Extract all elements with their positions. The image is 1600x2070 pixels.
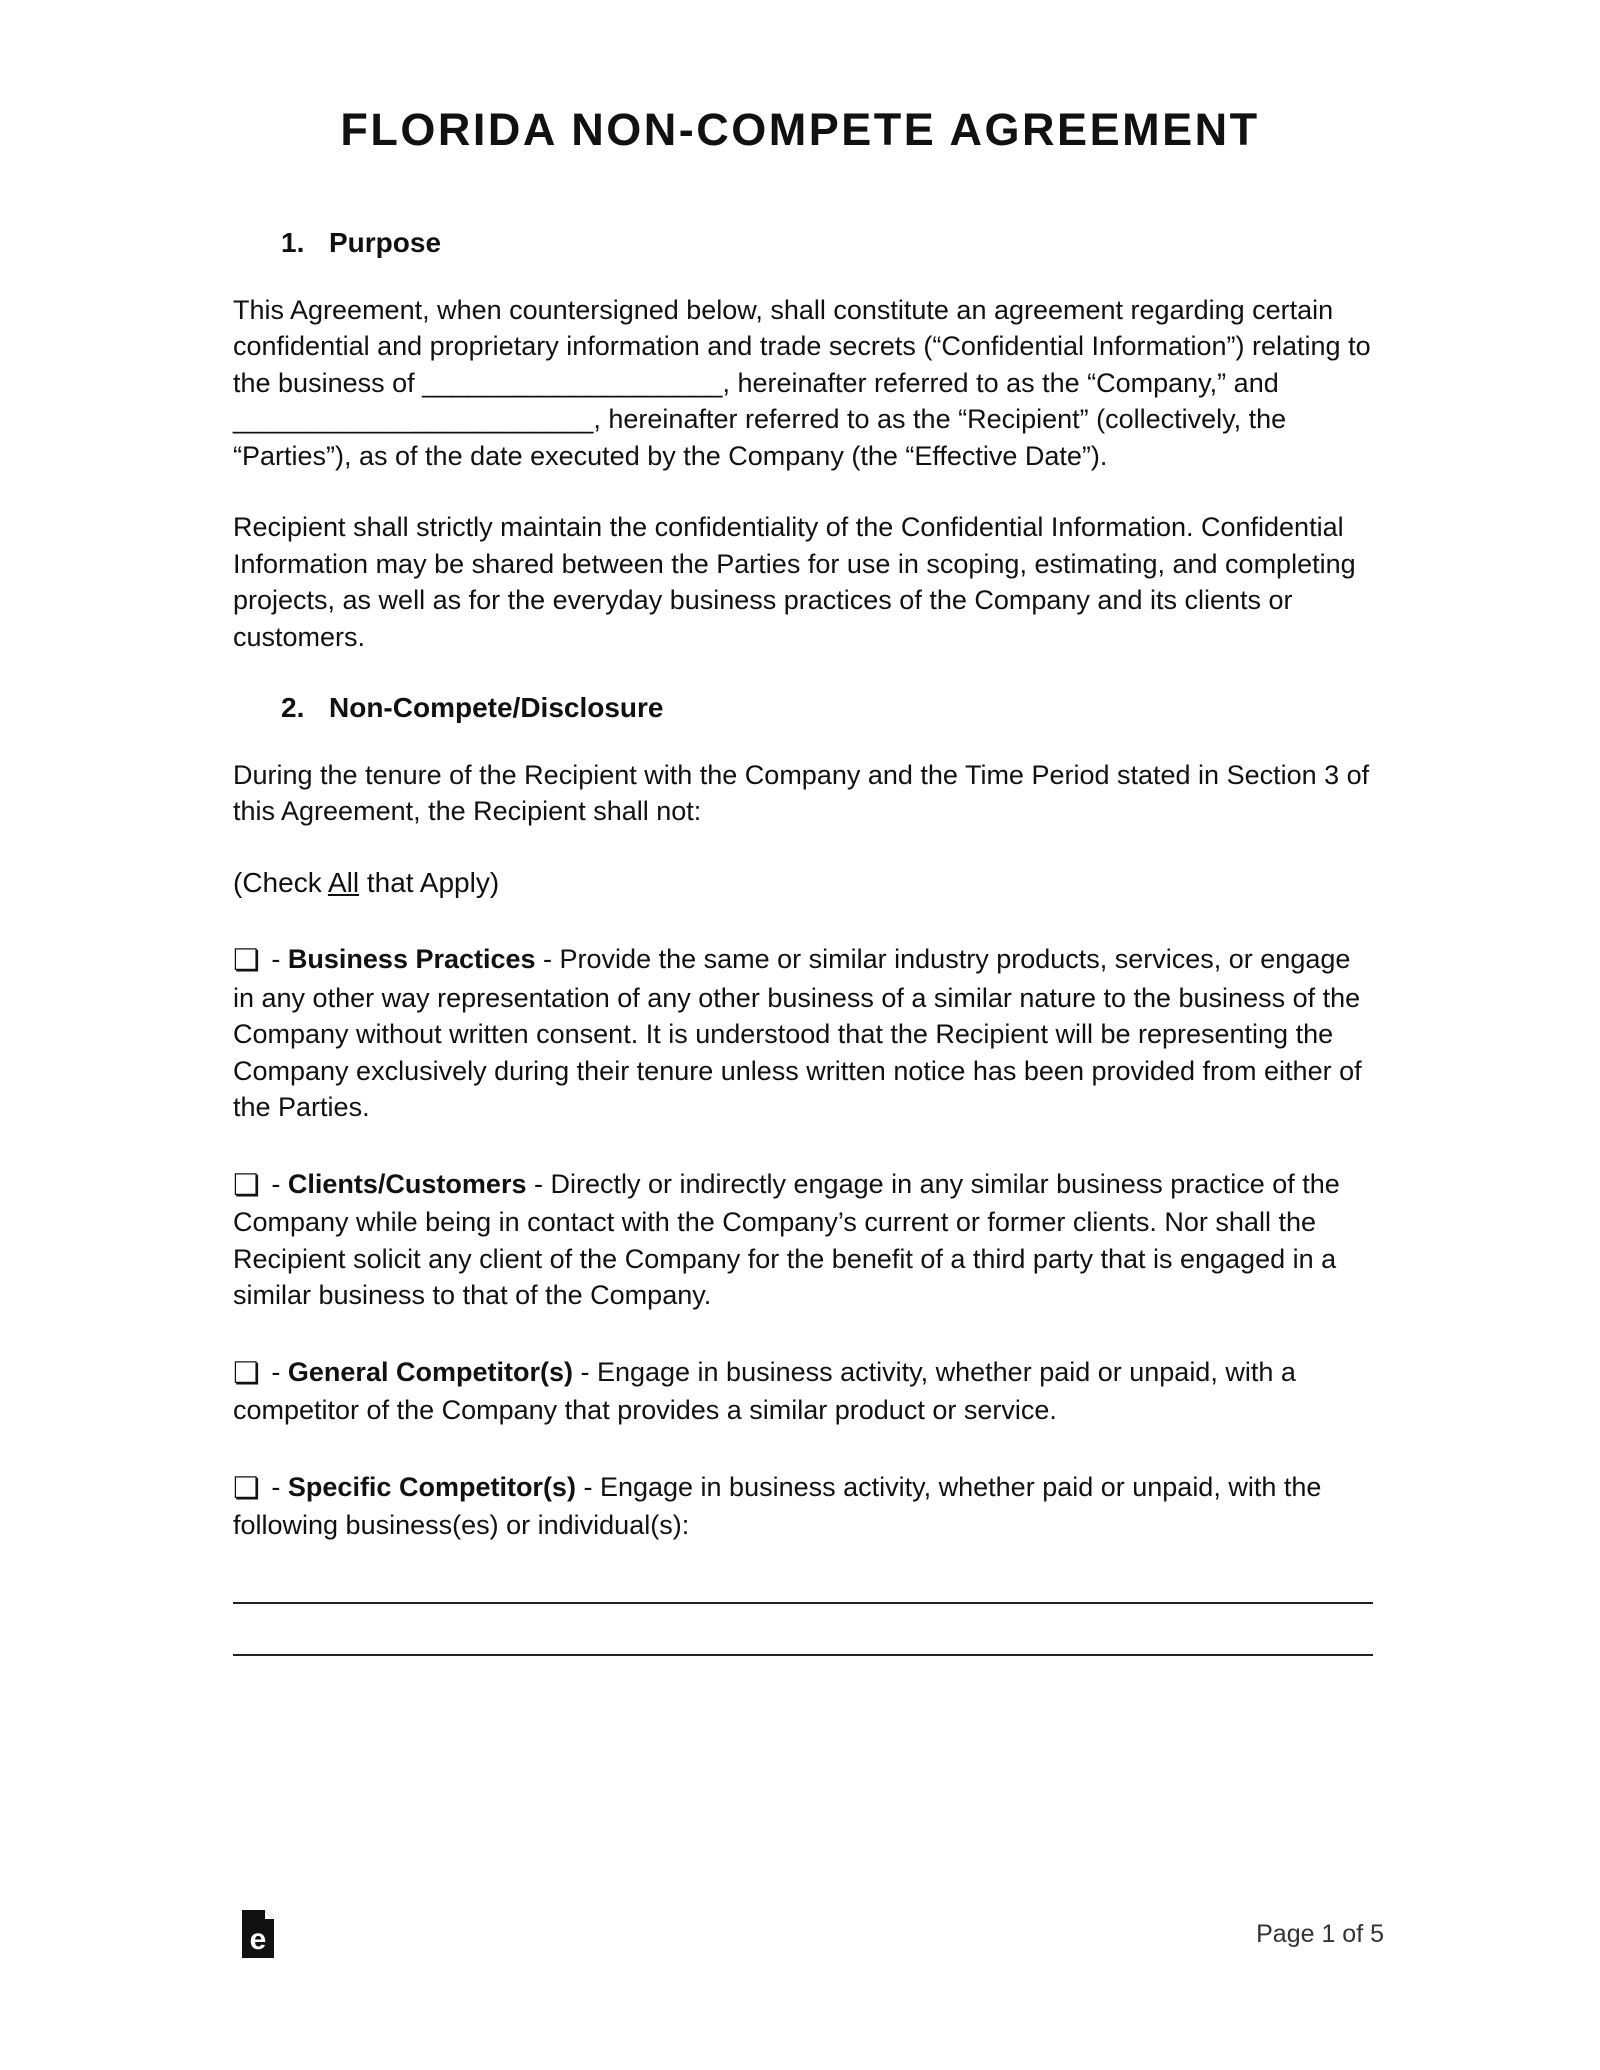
section-heading-non-compete xyxy=(281,690,1373,727)
option-specific-competitors: ❏ - Specific Competitor(s) - Engage in business activity, whether paid or unpaid, with the following business(es) or individual(s): xyxy=(233,1471,1322,1540)
check-suffix: that Apply) xyxy=(359,866,500,898)
purpose-paragraph-2: Recipient shall strictly maintain the confidentiality of the Confidential Information. Confidential Information may be shared between the Parties for use in scoping, estimating, and completing projects, as well as for the everyday business practices of the Company and its clients or customers. xyxy=(233,512,1356,652)
section-title: Non-Compete/Disclosure xyxy=(329,692,664,723)
option-clients-customers: ❏ - Clients/Customers - Directly or indirectly engage in any similar business practice of the Company while being in contact with the Company’s current or former clients. Nor shall the Recipient solicit any client of the Company for the benefit of a third party that is engaged in a similar business to that of the Company. xyxy=(233,1168,1340,1310)
document-title: FLORIDA NON-COMPETE AGREEMENT xyxy=(340,104,1260,155)
competitor-blank-line-2[interactable] xyxy=(233,1632,1373,1656)
option-label: Clients/Customers xyxy=(287,1168,527,1199)
option-text: - Provide the same or similar industry products, services, or engage in any other way representation of any other business of a similar nature to the business of the Company without written consent. It is understood that the Recipient will be representing the Company exclusively during their tenure unless written notice has been provided from either of the Parties. xyxy=(233,944,1362,1122)
section-number: 2. xyxy=(281,692,305,723)
check-prefix: (Check xyxy=(233,866,328,898)
option-label: Specific Competitor(s) xyxy=(287,1471,576,1502)
option-general-competitors: ❏ - General Competitor(s) - Engage in business activity, whether paid or unpaid, with a competitor of the Company that provides a similar product or service. xyxy=(233,1356,1296,1425)
option-label: General Competitor(s) xyxy=(287,1356,573,1387)
section-heading-purpose xyxy=(281,225,1373,262)
option-business-practices: ❏ - Business Practices - Provide the same or similar industry products, services, or engage in any other way representation of any other business of a similar nature to the business of the Company without written consent. It is understood that the Recipient will be representing the Company exclusively during their tenure unless written notice has been provided from either of the Parties. xyxy=(233,944,1362,1122)
non-compete-intro: During the tenure of the Recipient with the Company and the Time Period stated in Section 3 of this Agreement, the Recipient shall not: xyxy=(233,759,1370,826)
option-text: - Directly or indirectly engage in any similar business practice of the Company while being in contact with the Company’s current or former clients. Nor shall the Recipient solicit any client of the Company for the benefit of a third party that is engaged in a similar business to that of the Company. xyxy=(233,1168,1340,1310)
option-text: - Engage in business activity, whether paid or unpaid, with the following business(es) or individual(s): xyxy=(233,1471,1322,1540)
page-number: Page 1 of 5 xyxy=(1256,1920,1384,1948)
document-body xyxy=(233,225,1373,1656)
eforms-logo-icon xyxy=(240,1908,276,1960)
checkbox-business-practices[interactable]: ❏ xyxy=(233,944,260,977)
competitor-blank-line-1[interactable] xyxy=(233,1580,1373,1604)
svg-text:e: e xyxy=(249,1923,267,1956)
checkbox-general-competitors[interactable]: ❏ xyxy=(233,1356,260,1390)
checkbox-specific-competitors[interactable]: ❏ xyxy=(233,1471,260,1505)
checkbox-clients-customers[interactable]: ❏ xyxy=(233,1168,260,1202)
section-title: Purpose xyxy=(329,227,442,258)
purpose-paragraph-1: This Agreement, when countersigned below, shall constitute an agreement regarding certain confidential and proprietary information and trade secrets (“Confidential Information”) relating to the business of ____________________, hereinafter referred to as the “Company,” and ________________________, hereinafter referred to as the “Recipient” (collectively, the “Parties”), as of the date executed by the Company (the “Effective Date”). xyxy=(233,294,1371,471)
check-all-underlined: All xyxy=(327,866,360,898)
option-label: Business Practices xyxy=(287,944,536,974)
option-text: - Engage in business activity, whether paid or unpaid, with a competitor of the Company that provides a similar product or service. xyxy=(233,1356,1296,1425)
check-all-instruction xyxy=(233,865,1373,902)
section-number: 1. xyxy=(281,227,305,258)
